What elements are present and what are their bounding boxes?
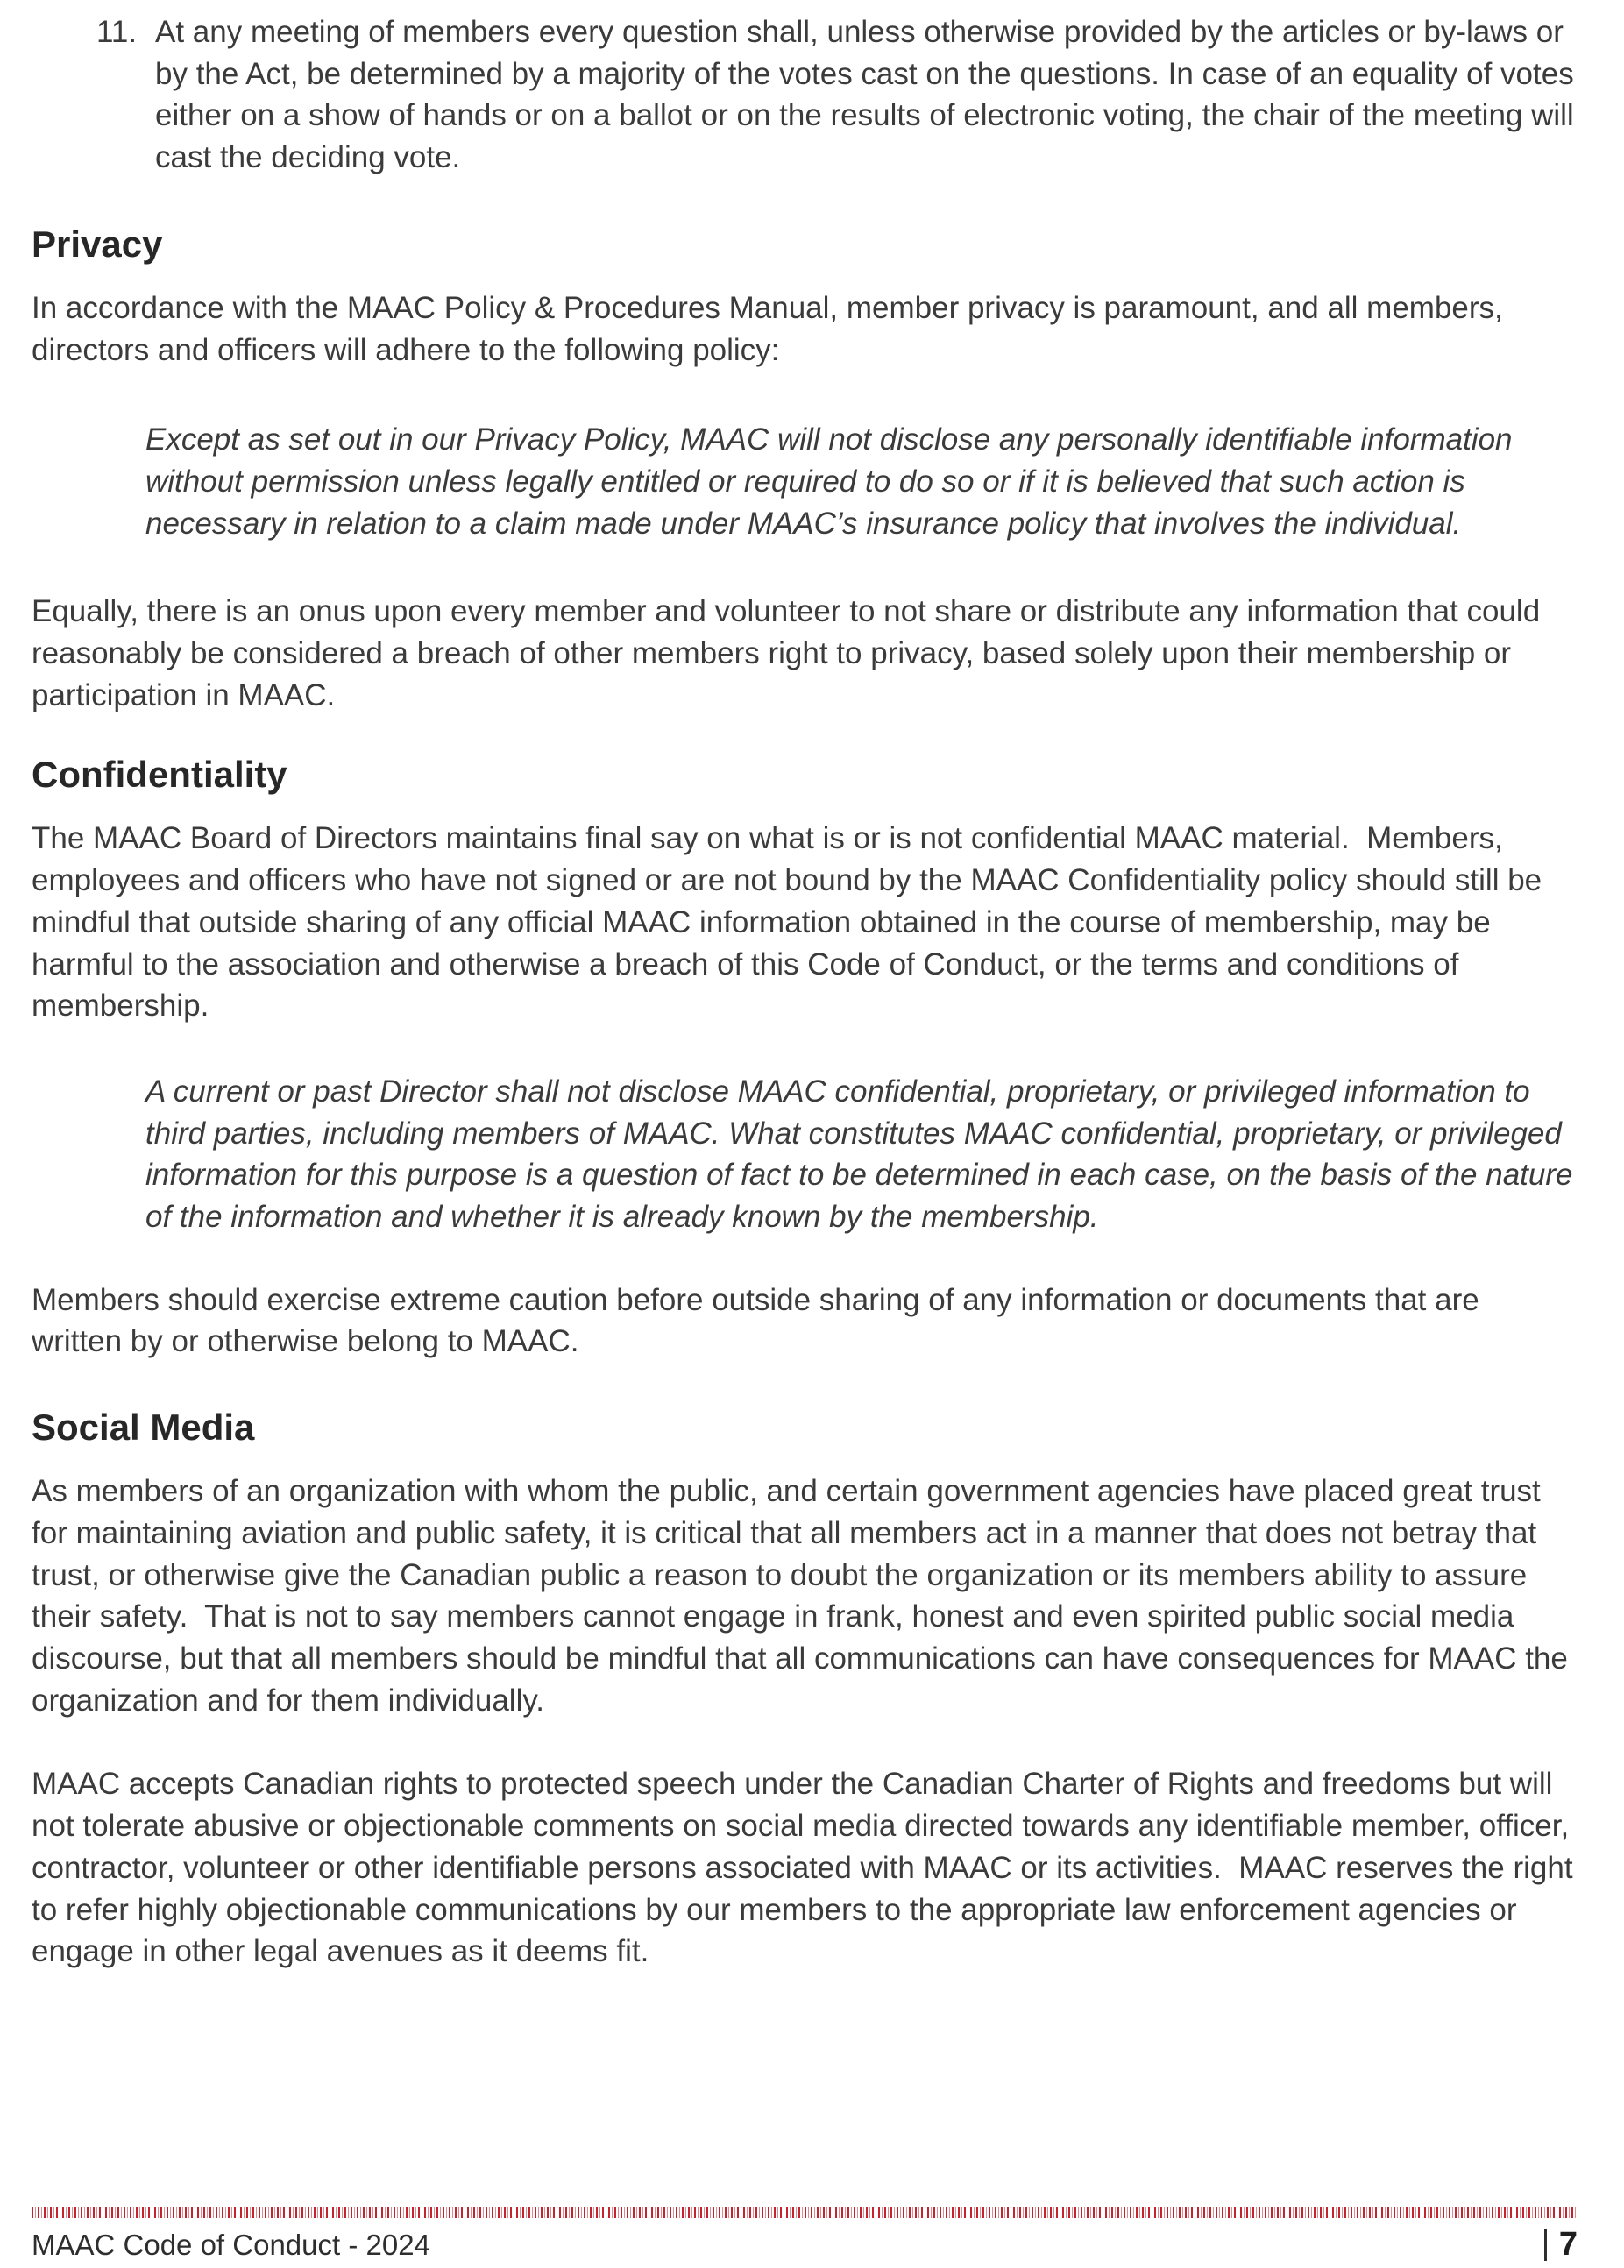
list-item-number: 11. xyxy=(96,15,138,49)
footer-document-title: MAAC Code of Conduct - 2024 xyxy=(32,2228,430,2261)
confidentiality-intro-paragraph: The MAAC Board of Directors maintains final say on what is or is not confidential MAAC material. Members, employees and officers who have not signed or are not bound by the MAAC Confidentiality policy should still be mindful that outside sharing of any official MAAC information obtained in the course of membership, may be harmful to the association and otherwise a breach of this Code of Conduct, or the terms and conditions of membership. xyxy=(32,821,1550,1024)
confidentiality-director-quote: A current or past Director shall not disclose MAAC confidential, proprietary, or privileged information to third parties, including members of MAAC. What constitutes MAAC confidential, proprietary, or privileged information for this purpose is a question of fact to be determined in each case, on the basis of the nature of the information and whether it is already known by the membership. xyxy=(145,1074,1582,1235)
social-media-intro-paragraph: As members of an organization with whom the public, and certain government agencies have placed great trust for maintaining aviation and public safety, it is critical that all members act in a manner that does not betray that trust, or otherwise give the Canadian public a reason to doubt the organization or its members ability to assure their safety. That is not to say members cannot engage in frank, honest and even spirited public social media discourse, but that all members should be mindful that all communications can have consequences for MAAC the organization and for them individually. xyxy=(32,1474,1577,1718)
numbered-list-item xyxy=(32,11,1583,179)
document-content xyxy=(32,11,1583,1973)
page-number-separator-bar xyxy=(1544,2229,1547,2261)
page-footer xyxy=(32,2207,1578,2264)
section-heading-social-media: Social Media xyxy=(32,1407,255,1449)
privacy-policy-quote: Except as set out in our Privacy Policy, MAAC will not disclose any personally identifiable information without permission unless legally entitled or required to do so or if it is believed that such action is necessary in relation to a claim made under MAAC’s insurance policy that involves the individual. xyxy=(145,422,1521,541)
footer-row xyxy=(32,2226,1578,2264)
privacy-intro-paragraph: In accordance with the MAAC Policy & Procedures Manual, member privacy is paramount, and all members, directors and officers will adhere to the following policy: xyxy=(32,290,1512,367)
confidentiality-closing-paragraph: Members should exercise extreme caution before outside sharing of any information or documents that are written by or otherwise belong to MAAC. xyxy=(32,1282,1488,1359)
list-item-text: At any meeting of members every question shall, unless otherwise provided by the articles or by-laws or by the Act, be determined by a majority of the votes cast on the questions. In case of an equality of votes either on a show of hands or on a ballot or on the results of electronic voting, the chair of the meeting will cast the deciding vote. xyxy=(155,15,1583,175)
privacy-closing-paragraph: Equally, there is an onus upon every member and volunteer to not share or distribute any information that could reasonably be considered a breach of other members right to privacy, based solely upon their membership or participation in MAAC. xyxy=(32,594,1549,712)
page-number-value: 7 xyxy=(1558,2226,1578,2263)
social-media-second-paragraph: MAAC accepts Canadian rights to protected speech under the Canadian Charter of Rights and freedoms but will not tolerate abusive or objectionable comments on social media directed towards any identifiable member, officer, contractor, volunteer or other identifiable persons associated with MAAC or its activities. MAAC reserves the right to refer highly objectionable communications by our members to the appropriate law enforcement agencies or engage in other legal avenues as it deems fit. xyxy=(32,1767,1582,1969)
footer-dotted-rule xyxy=(32,2207,1578,2218)
section-heading-privacy: Privacy xyxy=(32,223,163,265)
footer-page-number xyxy=(1544,2226,1578,2264)
section-heading-confidentiality: Confidentiality xyxy=(32,754,287,796)
